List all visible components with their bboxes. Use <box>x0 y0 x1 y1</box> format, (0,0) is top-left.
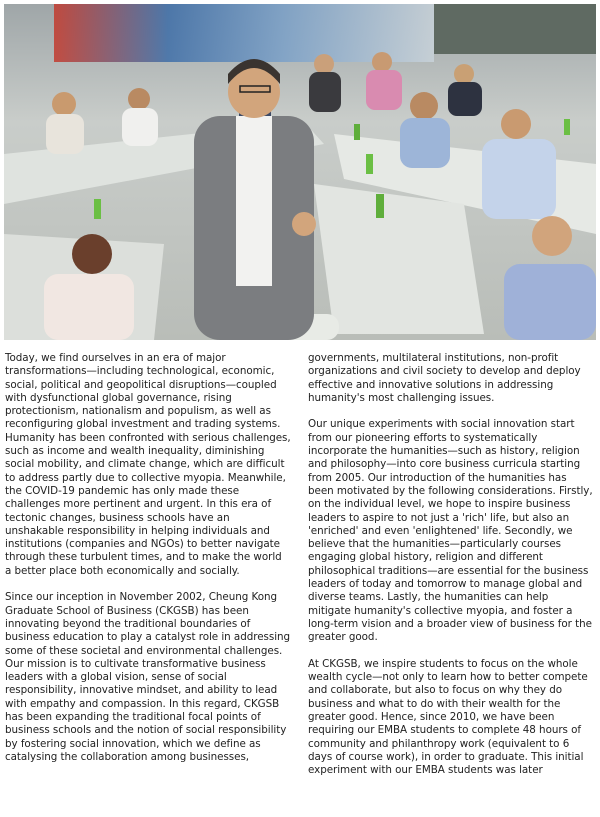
body-paragraph: Our unique experiments with social innovation start from our pioneering efforts to systematically incorporate the humanities—such as history, religion and philosophy—into core business curricula starting from 2005. Our introduction of the humanities has been motivated by the following considerations. Firstly, on the individual level, we hope to inspire business leaders to aspire to not just a 'rich' life, but also an 'enriched' and even 'enlightened' life. Secondly, we believe that the humanities—particularly courses engaging global history, religion and different philosophical traditions—are essential for the business leaders of today and tomorrow to manage global and diverse teams. Lastly, the humanities can help mitigate humanity's collective myopia, and foster a long-term vision and a broader view of business for the greater good. <box>308 418 593 644</box>
right-column <box>308 352 594 791</box>
left-column <box>5 352 291 778</box>
body-paragraph: At CKGSB, we inspire students to focus on the whole wealth cycle—not only to learn how to better compete and collaborate, but also to focus on why they do business and what to do with their wealth for the greater good. Hence, since 2010, we have been requiring our EMBA students to complete 48 hours of community and philanthropy work (equivalent to 6 days of course work), in order to graduate. This initial experiment with our EMBA students was later <box>308 657 588 777</box>
classroom-photo <box>4 4 596 340</box>
body-paragraph: Since our inception in November 2002, Cheung Kong Graduate School of Business (CKGSB) has been innovating beyond the traditional boundaries of business education to play a catalyst role in addressing some of these societal and environmental challenges. Our mission is to cultivate transformative business leaders with a global vision, sense of social responsibility, innovative mindset, and ability to lead with empathy and compassion. In this regard, CKGSB has been expanding the traditional focal points of business schools and the notion of social responsibility by fostering social innovation, which we define as catalysing the collaboration among businesses, <box>5 591 291 763</box>
body-paragraph: Today, we find ourselves in an era of major transformations—including technological, economic, social, political and geopolitical disruptions—coupled with dysfunctional global governance, rising protectionism, nationalism and populism, as well as reconfiguring global investment and trading systems. Humanity has been confronted with serious challenges, such as income and wealth inequality, diminishing social mobility, and climate change, which are difficult to address partly due to collective myopia. Meanwhile, the COVID-19 pandemic has only made these challenges more pertinent and urgent. In this era of tectonic changes, business schools have an unshakable responsibility in helping individuals and institutions (companies and NGOs) to better navigate through these turbulent times, and to make the world a better place both economically and socially. <box>5 352 291 577</box>
body-paragraph: governments, multilateral institutions, non-profit organizations and civil society to develop and deploy effective and innovative solutions in addressing humanity's most challenging issues. <box>308 352 581 404</box>
